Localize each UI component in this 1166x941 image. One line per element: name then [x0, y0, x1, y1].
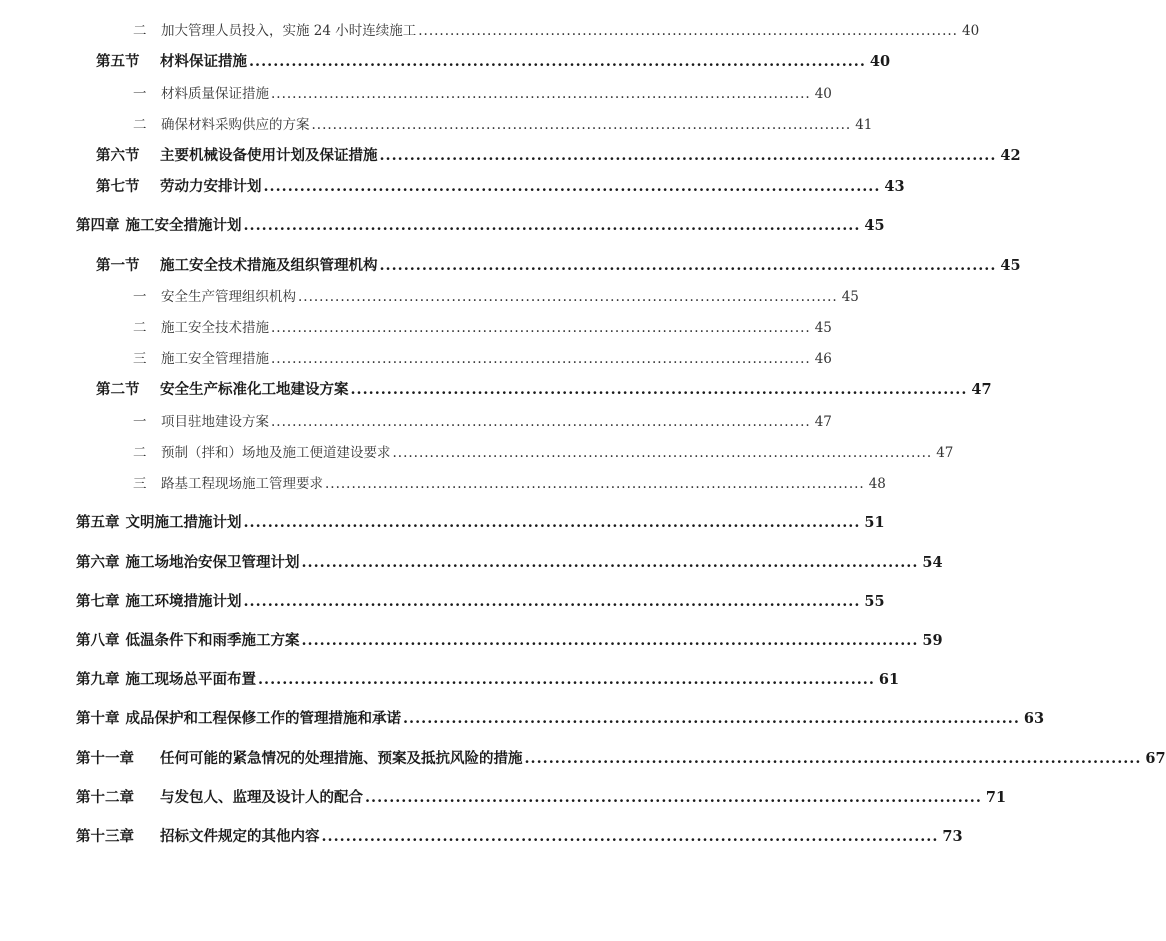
dot-leader: ......................................................................................................	[258, 671, 875, 688]
toc-entry-title: 路基工程现场施工管理要求	[161, 476, 323, 492]
toc-entry-number: 第七节	[96, 178, 140, 195]
toc-entry-page: 41	[855, 117, 873, 133]
toc-entry[interactable]	[133, 349, 832, 369]
toc-entry-title: 施工场地治安保卫管理计划	[125, 554, 300, 571]
toc-entry-title: 施工现场总平面布置	[125, 671, 256, 688]
toc-entry-title: 材料保证措施	[160, 53, 247, 70]
toc-entry-number: 第五章	[76, 514, 120, 531]
dot-leader: ......................................................................................................	[243, 514, 861, 531]
toc-entry-page: 45	[1000, 257, 1021, 274]
toc-entry[interactable]	[133, 474, 886, 494]
toc-entry-title: 招标文件规定的其他内容	[160, 828, 320, 845]
dot-leader: ......................................................................................................	[418, 23, 958, 39]
toc-entry[interactable]	[133, 115, 873, 135]
toc-entry-page: 73	[942, 828, 963, 845]
toc-entry-title: 任何可能的紧急情况的处理措施、预案及抵抗风险的措施	[160, 750, 523, 767]
dot-leader: ......................................................................................................	[379, 257, 997, 274]
toc-entry-number: 三	[133, 476, 147, 492]
toc-entry-title: 劳动力安排计划	[160, 178, 262, 195]
dot-leader: ......................................................................................................	[403, 710, 1020, 727]
toc-entry-title: 项目驻地建设方案	[161, 414, 269, 430]
toc-entry-title: 加大管理人员投入，实施 24 小时连续施工	[161, 23, 417, 39]
dot-leader: ......................................................................................................	[524, 750, 1142, 767]
toc-entry[interactable]	[96, 177, 905, 197]
toc-entry[interactable]	[76, 553, 943, 573]
toc-entry-title: 与发包人、监理及设计人的配合	[160, 789, 363, 806]
toc-entry-number: 一	[133, 86, 147, 102]
toc-entry-title: 主要机械设备使用计划及保证措施	[160, 147, 378, 164]
toc-entry-title: 预制（拌和）场地及施工便道建设要求	[161, 445, 391, 461]
toc-entry[interactable]	[133, 412, 832, 432]
toc-entry-title: 施工安全管理措施	[161, 351, 269, 367]
dot-leader: ......................................................................................................	[379, 147, 997, 164]
toc-entry-number: 第一节	[96, 257, 140, 274]
toc-entry[interactable]	[76, 788, 1007, 808]
toc-entry-number: 第十一章	[76, 750, 134, 767]
dot-leader: ......................................................................................................	[350, 381, 968, 398]
toc-entry-number: 第十章	[76, 710, 120, 727]
toc-entry-title: 安全生产标准化工地建设方案	[160, 381, 349, 398]
toc-entry-number: 第六章	[76, 554, 120, 571]
toc-entry-page: 47	[814, 414, 832, 430]
toc-entry[interactable]	[76, 513, 885, 533]
toc-entry-page: 55	[864, 593, 885, 610]
toc-entry-page: 45	[864, 217, 885, 234]
toc-entry-page: 71	[985, 789, 1007, 806]
dot-leader: ......................................................................................................	[271, 320, 811, 336]
toc-entry-number: 第二节	[96, 381, 140, 398]
toc-entry[interactable]	[133, 84, 832, 104]
dot-leader: ......................................................................................................	[365, 789, 982, 806]
toc-entry-title: 施工安全技术措施及组织管理机构	[160, 257, 378, 274]
toc-entry[interactable]	[76, 709, 1045, 729]
toc-entry-title: 文明施工措施计划	[125, 514, 242, 531]
toc-entry-page: 61	[878, 671, 900, 688]
dot-leader: ......................................................................................................	[301, 632, 919, 649]
toc-entry-title: 材料质量保证措施	[161, 86, 269, 102]
toc-entry-page: 47	[971, 381, 992, 398]
dot-leader: ......................................................................................................	[271, 351, 811, 367]
toc-entry-number: 第七章	[76, 593, 120, 610]
dot-leader: ......................................................................................................	[271, 86, 811, 102]
dot-leader: ......................................................................................................	[321, 828, 939, 845]
dot-leader: ......................................................................................................	[325, 476, 865, 492]
toc-entry-number: 二	[133, 23, 147, 39]
toc-entry[interactable]	[96, 256, 1021, 276]
toc-entry-page: 42	[1000, 147, 1021, 164]
toc-entry[interactable]	[133, 443, 954, 463]
toc-entry[interactable]	[76, 827, 963, 847]
toc-entry-title: 确保材料采购供应的方案	[161, 117, 310, 133]
dot-leader: ......................................................................................................	[311, 117, 852, 133]
toc-entry-page: 48	[868, 476, 886, 492]
toc-entry[interactable]	[133, 21, 980, 41]
toc-entry-title: 低温条件下和雨季施工方案	[125, 632, 300, 649]
toc-entry-number: 第四章	[76, 217, 120, 234]
toc-entry-number: 一	[133, 414, 147, 430]
toc-entry-title: 安全生产管理组织机构	[161, 289, 296, 305]
toc-entry[interactable]	[76, 670, 900, 690]
toc-entry[interactable]	[96, 52, 891, 72]
toc-entry-page: 40	[961, 23, 980, 39]
toc-entry-page: 45	[814, 320, 832, 336]
dot-leader: ......................................................................................................	[263, 178, 881, 195]
toc-entry[interactable]	[96, 146, 1021, 166]
dot-leader: ......................................................................................................	[271, 414, 811, 430]
toc-entry-page: 59	[922, 632, 943, 649]
dot-leader: ......................................................................................................	[298, 289, 838, 305]
toc-entry-page: 40	[814, 86, 832, 102]
toc-entry-page: 63	[1023, 710, 1045, 727]
toc-entry-page: 46	[814, 351, 832, 367]
toc-entry-page: 47	[936, 445, 954, 461]
toc-entry-number: 二	[133, 117, 147, 133]
toc-entry-page: 43	[884, 178, 905, 195]
toc-entry-number: 二	[133, 445, 147, 461]
toc-entry-page: 40	[869, 53, 891, 70]
dot-leader: ......................................................................................................	[243, 593, 861, 610]
toc-entry[interactable]	[96, 380, 992, 400]
dot-leader: ......................................................................................................	[301, 554, 919, 571]
toc-entry-number: 第六节	[96, 147, 140, 164]
toc-entry[interactable]	[133, 287, 859, 307]
toc-entry[interactable]	[76, 749, 1166, 769]
toc-entry[interactable]	[133, 318, 832, 338]
toc-entry-number: 第九章	[76, 671, 120, 688]
toc-entry[interactable]	[76, 631, 943, 651]
toc-entry-page: 67	[1145, 750, 1166, 767]
toc-entry-number: 第八章	[76, 632, 120, 649]
dot-leader: ......................................................................................................	[243, 217, 861, 234]
toc-entry-number: 第五节	[96, 53, 140, 70]
toc-entry-page: 45	[841, 289, 859, 305]
toc-entry[interactable]	[76, 216, 885, 236]
toc-entry-number: 第十三章	[76, 828, 134, 845]
toc-entry-page: 54	[922, 554, 943, 571]
toc-entry-title: 施工安全技术措施	[161, 320, 269, 336]
dot-leader: ......................................................................................................	[392, 445, 933, 461]
toc-entry-title: 成品保护和工程保修工作的管理措施和承诺	[125, 710, 401, 727]
toc-entry-title: 施工环境措施计划	[125, 593, 242, 610]
toc-entry[interactable]	[76, 592, 885, 612]
dot-leader: ......................................................................................................	[249, 53, 866, 70]
toc-entry-number: 二	[133, 320, 147, 336]
toc-entry-title: 施工安全措施计划	[125, 217, 242, 234]
toc-entry-number: 一	[133, 289, 147, 305]
toc-entry-page: 51	[864, 514, 885, 531]
toc-entry-number: 三	[133, 351, 147, 367]
toc-entry-number: 第十二章	[76, 789, 134, 806]
